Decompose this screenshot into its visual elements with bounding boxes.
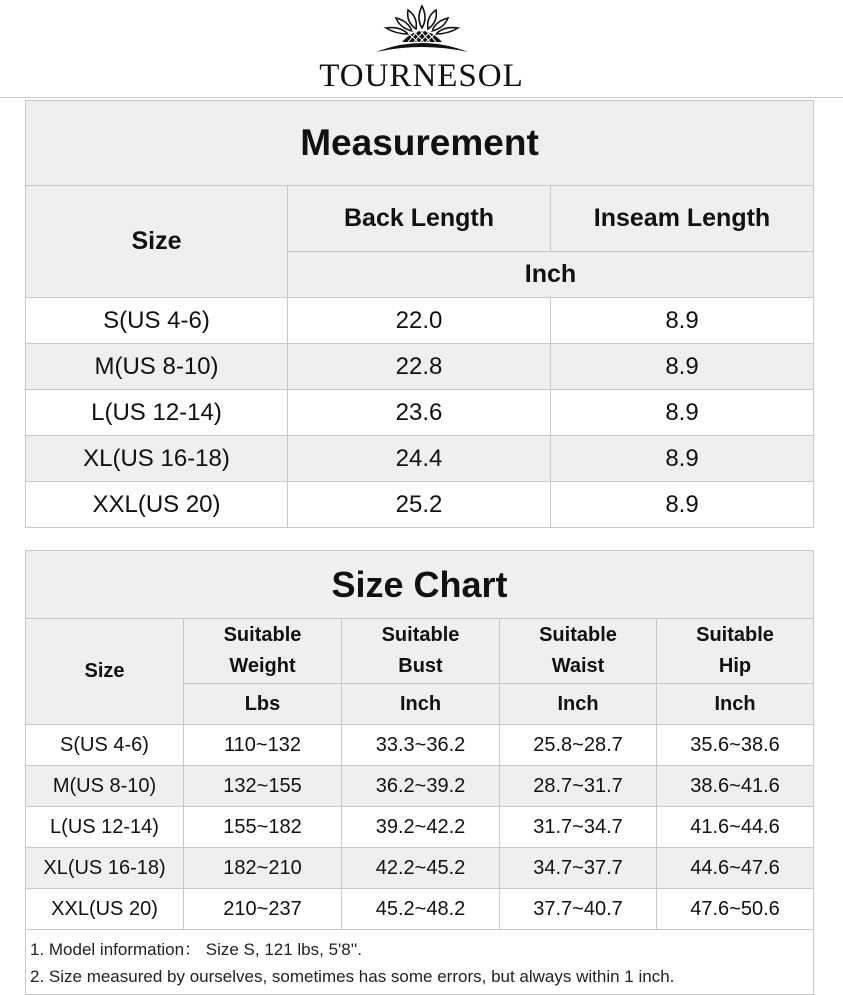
value-cell: 39.2~42.2 (342, 807, 500, 848)
note-model-info: 1. Model information： Size S, 121 lbs, 5'8''. (30, 940, 362, 959)
measurement-table (25, 100, 814, 528)
value-cell: 25.2 (288, 482, 551, 528)
value-cell: 44.6~47.6 (657, 848, 814, 889)
value-cell: 25.8~28.7 (500, 725, 657, 766)
unit-header: Inch (342, 684, 500, 725)
value-cell: 31.7~34.7 (500, 807, 657, 848)
value-cell: 8.9 (551, 344, 814, 390)
column-header: Inseam Length (551, 186, 814, 252)
column-header: Suitable Weight (184, 619, 342, 684)
divider (0, 97, 843, 98)
measurement-title: Measurement (26, 101, 814, 186)
value-cell: 110~132 (184, 725, 342, 766)
value-cell: 33.3~36.2 (342, 725, 500, 766)
value-cell: 132~155 (184, 766, 342, 807)
value-cell: 8.9 (551, 482, 814, 528)
value-cell: 8.9 (551, 298, 814, 344)
column-header: Back Length (288, 186, 551, 252)
value-cell: 182~210 (184, 848, 342, 889)
note-measurement-error: 2. Size measured by ourselves, sometimes has some errors, but always within 1 inch. (30, 967, 675, 986)
unit-header: Lbs (184, 684, 342, 725)
column-header: Suitable Bust (342, 619, 500, 684)
size-cell: M(US 8-10) (26, 344, 288, 390)
value-cell: 36.2~39.2 (342, 766, 500, 807)
value-cell: 38.6~41.6 (657, 766, 814, 807)
value-cell: 23.6 (288, 390, 551, 436)
size-chart-title: Size Chart (26, 551, 814, 619)
column-header: Suitable Hip (657, 619, 814, 684)
value-cell: 42.2~45.2 (342, 848, 500, 889)
unit-header: Inch (500, 684, 657, 725)
value-cell: 24.4 (288, 436, 551, 482)
sunflower-icon (372, 2, 472, 58)
size-cell: S(US 4-6) (26, 298, 288, 344)
size-cell: XL(US 16-18) (26, 436, 288, 482)
value-cell: 37.7~40.7 (500, 889, 657, 930)
size-chart-table (25, 550, 814, 995)
value-cell: 34.7~37.7 (500, 848, 657, 889)
brand-name: TOURNESOL (319, 58, 524, 94)
size-cell: XL(US 16-18) (26, 848, 184, 889)
value-cell: 35.6~38.6 (657, 725, 814, 766)
value-cell: 8.9 (551, 390, 814, 436)
size-cell: XXL(US 20) (26, 482, 288, 528)
notes (26, 930, 814, 995)
value-cell: 155~182 (184, 807, 342, 848)
value-cell: 47.6~50.6 (657, 889, 814, 930)
value-cell: 210~237 (184, 889, 342, 930)
size-cell: M(US 8-10) (26, 766, 184, 807)
unit-header: Inch (288, 252, 814, 298)
size-cell: S(US 4-6) (26, 725, 184, 766)
value-cell: 41.6~44.6 (657, 807, 814, 848)
size-header: Size (26, 619, 184, 725)
value-cell: 8.9 (551, 436, 814, 482)
value-cell: 22.0 (288, 298, 551, 344)
size-cell: L(US 12-14) (26, 390, 288, 436)
unit-header: Inch (657, 684, 814, 725)
value-cell: 45.2~48.2 (342, 889, 500, 930)
size-cell: L(US 12-14) (26, 807, 184, 848)
size-header: Size (26, 186, 288, 298)
column-header: Suitable Waist (500, 619, 657, 684)
value-cell: 28.7~31.7 (500, 766, 657, 807)
size-cell: XXL(US 20) (26, 889, 184, 930)
brand-logo (0, 0, 843, 96)
value-cell: 22.8 (288, 344, 551, 390)
